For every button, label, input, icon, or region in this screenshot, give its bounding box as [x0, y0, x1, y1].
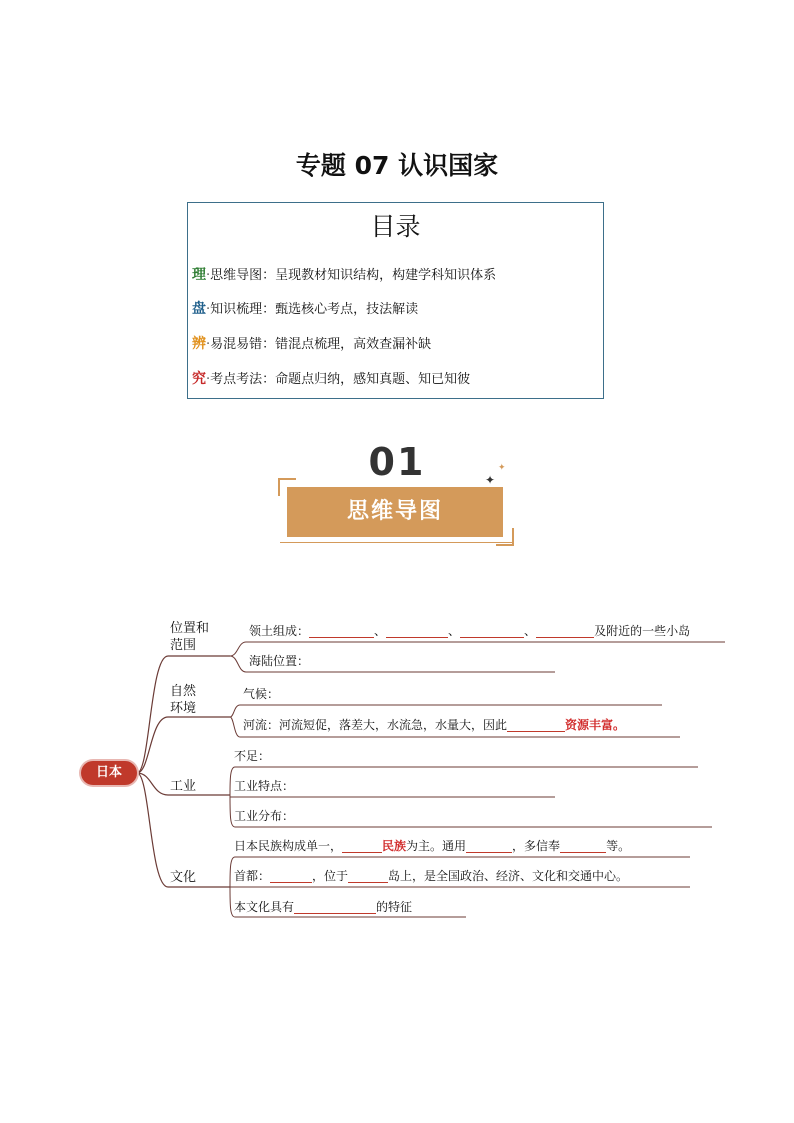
blank-field[interactable]	[342, 840, 382, 853]
toc-heading: 目录	[370, 212, 421, 241]
toc-label: 知识梳理：	[210, 302, 276, 317]
toc-row-knowledge[interactable]: 盘·知识梳理：甄选核心考点，技法解读	[192, 301, 419, 317]
item-territory: 领土组成： 、 、 、 及附近的一些小岛	[249, 624, 691, 638]
blank-field[interactable]	[460, 625, 524, 638]
item-sea-land: 海陆位置：	[249, 654, 310, 668]
toc-desc: 错混点梳理，高效查漏补缺	[275, 337, 432, 352]
blank-field[interactable]	[560, 840, 606, 853]
category-culture: 文化	[170, 870, 197, 885]
blank-field[interactable]	[386, 625, 448, 638]
item-industry-distribution: 工业分布：	[234, 809, 295, 823]
item-capital: 首都： ，位于 岛上，是全国政治、经济、文化和交通中心。	[234, 869, 629, 883]
item-industry-feature: 工业特点：	[234, 779, 295, 793]
toc-char: 究	[192, 371, 206, 387]
section-number: 01	[368, 440, 426, 484]
blank-field[interactable]	[270, 870, 312, 883]
toc-char: 理	[192, 267, 206, 283]
category-location: 位置和范围	[170, 621, 210, 653]
blank-field[interactable]	[294, 901, 376, 914]
toc-char: 盘	[192, 301, 206, 317]
toc-desc: 甄选核心考点，技法解读	[275, 302, 419, 317]
item-culture-feature: 本文化具有 的特征	[234, 900, 413, 914]
blank-field[interactable]	[507, 719, 565, 732]
section-banner: 思维导图	[287, 487, 503, 537]
toc-char: 辨	[192, 336, 206, 352]
blank-field[interactable]	[466, 840, 512, 853]
toc-label: 考点考法：	[210, 372, 276, 387]
toc-desc: 命题点归纳，感知真题、知已知彼	[275, 372, 471, 387]
category-nature: 自然环境	[170, 684, 197, 716]
toc-label: 思维导图：	[210, 268, 276, 283]
toc-row-mindmap[interactable]: 理·思维导图：呈现教材知识结构，构建学科知识体系	[192, 267, 497, 283]
sparkle-icon: ✦	[498, 463, 506, 473]
item-shortage: 不足：	[234, 749, 271, 763]
mindmap-root-japan: 日本	[81, 761, 137, 785]
blank-field[interactable]	[348, 870, 388, 883]
toc-label: 易混易错：	[210, 337, 276, 352]
category-industry: 工业	[170, 779, 197, 794]
page-title: 专题 07 认识国家	[295, 151, 499, 180]
toc-row-exam[interactable]: 究·考点考法：命题点归纳，感知真题、知已知彼	[192, 371, 471, 387]
blank-field[interactable]	[309, 625, 374, 638]
sparkle-icon: ✦	[485, 473, 496, 487]
item-river: 河流：河流短促，落差大，水流急，水量大，因此 资源丰富。	[243, 718, 626, 732]
item-ethnic: 日本民族构成单一， 民族为主。通用 ，多信奉 等。	[234, 839, 631, 853]
toc-row-mistakes[interactable]: 辨·易混易错：错混点梳理，高效查漏补缺	[192, 336, 432, 352]
toc-desc: 呈现教材知识结构，构建学科知识体系	[275, 268, 497, 283]
blank-field[interactable]	[536, 625, 594, 638]
item-climate: 气候：	[243, 687, 280, 701]
